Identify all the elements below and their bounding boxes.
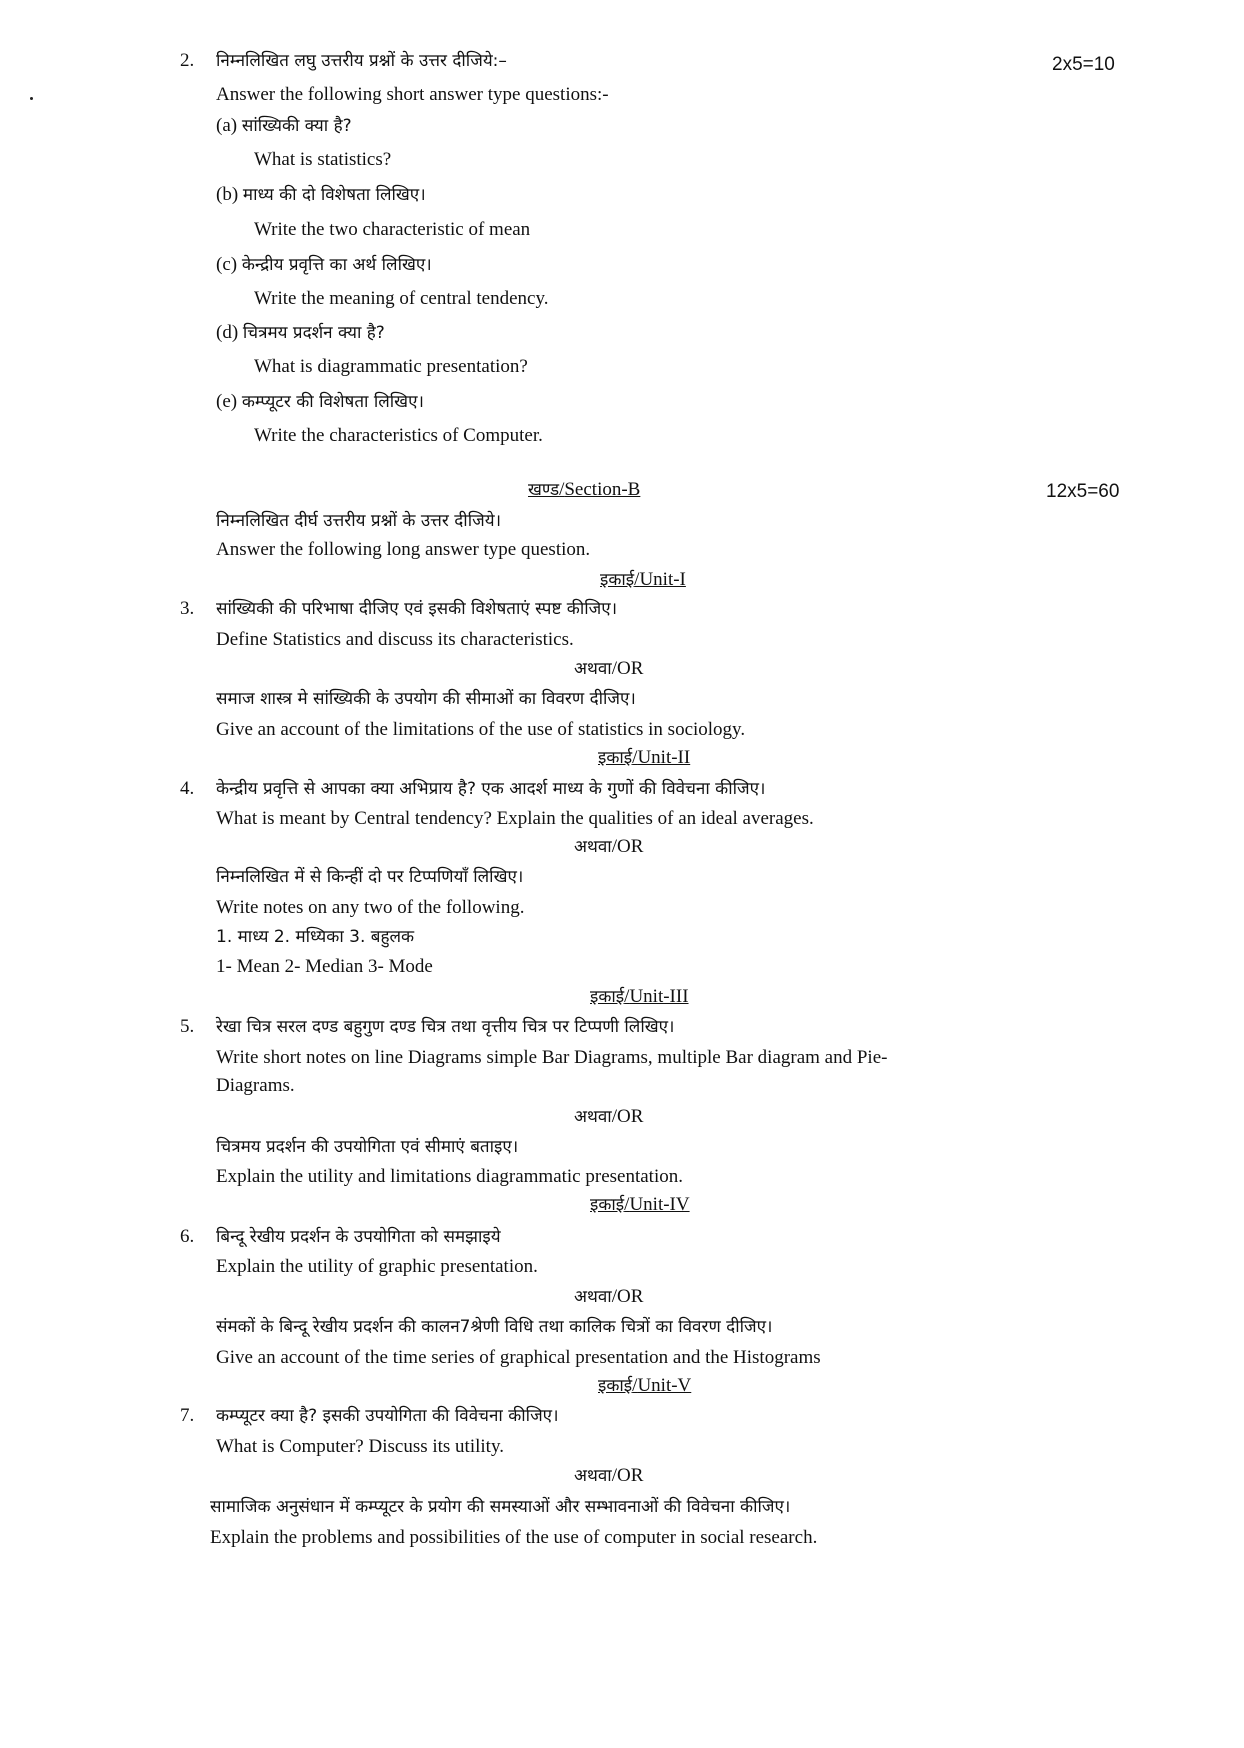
q2d-label: (d)	[216, 322, 239, 343]
q5-english-line-2: Diagrams.	[216, 1075, 295, 1096]
unit-3-heading: इकाई/Unit-III	[590, 986, 689, 1007]
q4-or: अथवा/OR	[574, 836, 644, 857]
q2-heading-english: Answer the following short answer type questions:-	[216, 84, 609, 105]
q3-alt-hindi: समाज शास्त्र मे सांख्यिकी के उपयोग की सीमाओं का विवरण दीजिए।	[216, 689, 636, 709]
unit-1-hindi: इकाई	[600, 570, 635, 590]
q6-hindi: बिन्दू रेखीय प्रदर्शन के उपयोगिता को समझाइये	[216, 1227, 501, 1247]
section-b-sep: /	[559, 479, 565, 500]
q5-or: अथवा/OR	[574, 1106, 644, 1127]
section-b-instruction-english: Answer the following long answer type question.	[216, 539, 591, 560]
q6-number: 6.	[180, 1226, 195, 1247]
q7-or: अथवा/OR	[574, 1465, 644, 1486]
q7-number: 7.	[180, 1405, 195, 1426]
q3-hindi: सांख्यिकी की परिभाषा दीजिए एवं इसकी विशेषताएं स्पष्ट कीजिए।	[216, 599, 618, 619]
q2b-label: (b)	[216, 184, 239, 205]
q2b-english: Write the two characteristic of mean	[254, 219, 531, 240]
q2e-label: (e)	[216, 391, 238, 412]
q2b-hindi	[216, 182, 426, 208]
q2c-hindi-text: केन्द्रीय प्रवृत्ति का अर्थ लिखिए।	[241, 255, 432, 275]
q2a-english: What is statistics?	[254, 149, 392, 170]
section-b-title	[528, 477, 640, 503]
q2e-hindi	[216, 389, 424, 415]
unit-4-english: Unit-IV	[629, 1194, 690, 1215]
q5-hindi: रेखा चित्र सरल दण्ड बहुगुण दण्ड चित्र तथा वृत्तीय चित्र पर टिप्पणी लिखिए।	[216, 1017, 675, 1037]
q6-or-hindi: अथवा	[574, 1287, 612, 1307]
unit-3-hindi: इकाई	[590, 987, 625, 1007]
q2a-hindi-text: सांख्यिकी क्या है?	[241, 116, 352, 136]
unit-4-hindi: इकाई	[590, 1195, 625, 1215]
q6-or: अथवा/OR	[574, 1286, 644, 1307]
q5-english-line-1: Write short notes on line Diagrams simple Bar Diagrams, multiple Bar diagram and Pie-	[216, 1047, 888, 1068]
q2-number: 2.	[180, 50, 195, 71]
q2b-hindi-text: माध्य की दो विशेषता लिखिए।	[242, 185, 426, 205]
q2c-hindi	[216, 252, 432, 278]
q4-number: 4.	[180, 778, 195, 799]
q2e-hindi-text: कम्प्यूटर की विशेषता लिखिए।	[241, 392, 424, 412]
q5-or-english: OR	[617, 1106, 644, 1127]
q3-or-english: OR	[617, 658, 644, 679]
q4-list-hindi: 1. माध्य 2. मध्यिका 3. बहुलक	[216, 927, 415, 947]
q7-english: What is Computer? Discuss its utility.	[216, 1436, 504, 1457]
q7-or-english: OR	[617, 1465, 644, 1486]
q5-alt-hindi: चित्रमय प्रदर्शन की उपयोगिता एवं सीमाएं बताइए।	[216, 1137, 519, 1157]
q4-alt-english: Write notes on any two of the following.	[216, 897, 525, 918]
section-b-title-english: Section-B	[564, 479, 641, 500]
q2-marks: 2x5=10	[1052, 54, 1115, 75]
section-b-title-hindi: खण्ड	[528, 480, 560, 500]
q6-alt-english: Give an account of the time series of graphical presentation and the Histograms	[216, 1347, 821, 1368]
q7-alt-english: Explain the problems and possibilities of the use of computer in social research.	[210, 1527, 818, 1548]
q5-or-hindi: अथवा	[574, 1107, 612, 1127]
q4-or-english: OR	[617, 836, 644, 857]
q5-alt-english: Explain the utility and limitations diagrammatic presentation.	[216, 1166, 683, 1187]
section-b-marks: 12x5=60	[1046, 481, 1120, 502]
q5-number: 5.	[180, 1016, 195, 1037]
q2e-english: Write the characteristics of Computer.	[254, 425, 543, 446]
q3-number: 3.	[180, 598, 195, 619]
q2d-hindi	[216, 320, 385, 346]
unit-1-english: Unit-I	[639, 569, 686, 590]
q7-or-hindi: अथवा	[574, 1466, 612, 1486]
stray-dot	[30, 97, 33, 100]
unit-4-heading: इकाई/Unit-IV	[590, 1194, 690, 1215]
q6-english: Explain the utility of graphic presentation.	[216, 1256, 538, 1277]
section-b-instruction-hindi: निम्नलिखित दीर्घ उत्तरीय प्रश्नों के उत्तर दीजिये।	[216, 511, 502, 531]
q4-list-english: 1- Mean 2- Median 3- Mode	[216, 956, 433, 977]
q2a-hindi	[216, 113, 352, 139]
unit-5-hindi: इकाई	[598, 1376, 633, 1396]
q7-hindi: कम्प्यूटर क्या है? इसकी उपयोगिता की विवेचना कीजिए।	[216, 1406, 559, 1426]
q3-alt-english: Give an account of the limitations of the use of statistics in sociology.	[216, 719, 746, 740]
q3-english: Define Statistics and discuss its characteristics.	[216, 629, 574, 650]
q2a-label: (a)	[216, 115, 238, 136]
unit-5-english: Unit-V	[637, 1375, 692, 1396]
unit-2-hindi: इकाई	[598, 748, 633, 768]
unit-1-heading: इकाई/Unit-I	[600, 569, 686, 590]
q2c-label: (c)	[216, 254, 238, 275]
q3-or: अथवा/OR	[574, 658, 644, 679]
q4-hindi: केन्द्रीय प्रवृत्ति से आपका क्या अभिप्राय है? एक आदर्श माध्य के गुणों की विवेचना कीजिए।	[216, 779, 766, 799]
unit-2-english: Unit-II	[637, 747, 691, 768]
q4-alt-hindi: निम्नलिखित में से किन्हीं दो पर टिप्पणियॉं लिखिए।	[216, 867, 524, 887]
q6-or-english: OR	[617, 1286, 644, 1307]
q6-alt-hindi: संमकों के बिन्दू रेखीय प्रदर्शन की कालन7श्रेणी विधि तथा कालिक चित्रों का विवरण दीजिए।	[216, 1317, 773, 1337]
q2c-english: Write the meaning of central tendency.	[254, 288, 549, 309]
q7-alt-hindi: सामाजिक अनुसंधान में कम्प्यूटर के प्रयोग की समस्याओं और सम्भावनाओं की विवेचना कीजिए।	[210, 1497, 791, 1517]
q2d-hindi-text: चित्रमय प्रदर्शन क्या है?	[242, 323, 385, 343]
q2-heading-hindi: निम्नलिखित लघु उत्तरीय प्रश्नों के उत्तर दीजिये:–	[216, 51, 507, 71]
q4-or-hindi: अथवा	[574, 837, 612, 857]
q2d-english: What is diagrammatic presentation?	[254, 356, 528, 377]
unit-5-heading: इकाई/Unit-V	[598, 1375, 692, 1396]
q4-english: What is meant by Central tendency? Explain the qualities of an ideal averages.	[216, 808, 814, 829]
q3-or-hindi: अथवा	[574, 659, 612, 679]
unit-3-english: Unit-III	[629, 986, 689, 1007]
unit-2-heading: इकाई/Unit-II	[598, 747, 691, 768]
